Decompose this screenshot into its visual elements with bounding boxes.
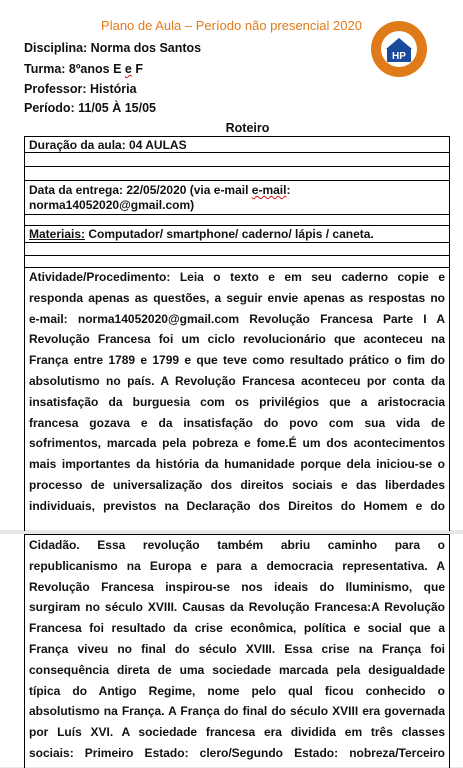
school-logo xyxy=(369,19,429,79)
table-divider xyxy=(25,166,449,167)
activity-text-page-2 xyxy=(29,535,445,764)
activity-line: França viveu no final do século XVIII. Essa crise na França foi xyxy=(29,641,445,656)
activity-text-page-1 xyxy=(29,267,445,517)
lesson-table-continued xyxy=(24,534,450,768)
materials-cell: Materiais: Computador/ smartphone/ caderno/ lápis / caneta. xyxy=(29,227,374,241)
activity-line: Revolução Francesa inspirou-se nos ideais do Iluminismo, que xyxy=(29,579,445,594)
activity-line: processo de universalização dos direitos sociais e das liberdades xyxy=(29,477,445,492)
activity-line: individuais, previstos na Declaração dos Direitos do Homem e do xyxy=(29,498,445,513)
delivery-date-line: Data da entrega: 22/05/2020 (via e-mail e-mail: xyxy=(29,183,291,197)
roteiro-heading: Roteiro xyxy=(225,121,270,135)
activity-line: Atividade/Procedimento: Leia o texto e em seu caderno copie e xyxy=(29,270,445,284)
table-divider xyxy=(25,180,449,181)
activity-line: por Luís XVI. A sociedade francesa era dividida em três classes xyxy=(29,725,445,740)
activity-line: absolutismo na França. A França do final do século XVIII era governada xyxy=(29,704,445,719)
discipline-line: Disciplina: Norma dos Santos xyxy=(24,41,202,55)
activity-line: Cidadão. Essa revolução também abriu caminho para o xyxy=(29,538,445,552)
table-divider xyxy=(25,214,449,215)
table-divider xyxy=(25,242,449,243)
activity-line: francesa gozava e da insatisfação do povo com sua vida de xyxy=(29,415,445,430)
table-divider xyxy=(25,255,449,256)
delivery-email-line: norma14052020@gmail.com) xyxy=(29,198,195,212)
activity-line: França entre 1789 e 1799 e que teve como resultado prático o fim do xyxy=(29,353,445,368)
table-divider xyxy=(25,152,449,153)
activity-line: sofrimentos, marcada pela pobreza e fome.É um dos acontecimentos xyxy=(29,436,445,451)
activity-line: insatisfação da burguesia com os privilégios que a aristocracia xyxy=(29,394,445,409)
activity-line: típica do Antigo Regime, nome pelo qual ficou conhecido o xyxy=(29,683,445,698)
activity-line: surgiram no século XVIII. Causas da Revolução Francesa:A Revolução xyxy=(29,600,445,615)
activity-line: responda apenas as questões, a seguir envie apenas as respostas no xyxy=(29,290,445,305)
lesson-table xyxy=(24,136,450,531)
activity-line: e-mail: norma14052020@gmail.com Revolução Francesa Parte I A xyxy=(29,311,445,326)
activity-line: republicanismo na Europa e para a democracia representativa. A xyxy=(29,558,445,573)
class-line: Turma: 8ºanos E e F xyxy=(24,62,143,76)
duration-cell: Duração da aula: 04 AULAS xyxy=(29,138,187,152)
table-divider xyxy=(25,225,449,226)
teacher-line: Professor: História xyxy=(24,82,137,96)
document-page-2 xyxy=(0,534,463,767)
page-title: Plano de Aula – Período não presencial 2020 xyxy=(101,18,362,33)
activity-line: sociais: Primeiro Estado: clero/Segundo Estado: nobreza/Terceiro xyxy=(29,745,445,760)
activity-line: absolutismo no país. A Revolução Francesa aconteceu por conta da xyxy=(29,373,445,388)
activity-line: Revolução Francesa foi um ciclo revolucionário que aconteceu na xyxy=(29,332,445,347)
activity-line: Francesa foi resultado da crise econômica, política e social que a xyxy=(29,621,445,636)
logo-initials: HP xyxy=(392,51,406,62)
activity-line: consequência direta de uma sociedade marcada pela desigualdade xyxy=(29,662,445,677)
period-line: Período: 11/05 À 15/05 xyxy=(24,101,157,115)
activity-line: mais importantes da história da humanidade porque dela iniciou-se o xyxy=(29,457,445,472)
